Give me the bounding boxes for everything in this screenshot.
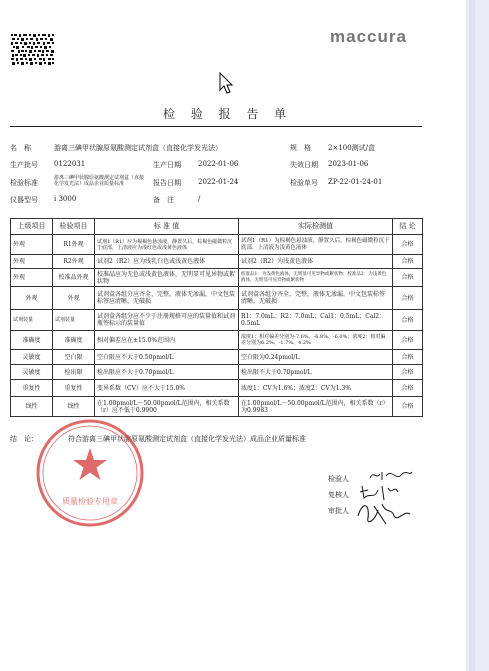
- table-row: [11, 287, 423, 310]
- cell-parent: 准确度: [11, 331, 53, 350]
- cell-standard: 校准品应为无色或浅黄色液体，无明显可见异物或絮状物: [95, 269, 239, 287]
- cell-actual: 在1.00pmol/L～50.00pmol/L范围内，相关系数（r）为0.9983: [239, 397, 393, 417]
- cell-actual: 校准品1：为浅黄色液体，无明显可见异物或絮状物；校准品2：为浅黄色液体，无明显可见异物或絮状物: [239, 269, 393, 287]
- report-title: 检 验 报 告 单: [163, 107, 293, 121]
- cell-parent: 外观: [11, 269, 53, 287]
- expiry-label: 失效日期: [290, 161, 318, 169]
- approver-signature: [352, 496, 414, 528]
- stamp-text: 质量检验专用章: [62, 497, 118, 506]
- cell-actual: 浓度1：相对偏差分别为-7.6%、-6.8%、-6.0%；浓度2：相对偏差分别为6.2%、-1.7%、4.2%: [239, 331, 393, 350]
- cell-parent: 外观: [11, 287, 53, 310]
- cell-item: 试剂装量: [53, 310, 95, 331]
- cell-item: 检出限: [53, 365, 95, 380]
- cell-actual: 检出限不大于0.70pmol/L: [239, 365, 393, 380]
- prod-date-label: 生产日期: [153, 161, 181, 169]
- mouse-pointer-icon: [219, 72, 235, 96]
- prod-date-value: 2022-01-06: [198, 160, 239, 168]
- title-divider: [10, 126, 422, 127]
- cell-item: 重复性: [53, 380, 95, 397]
- cell-standard: 变异系数（CV）应不大于15.0%: [95, 380, 239, 397]
- cell-parent: 外观: [11, 235, 53, 255]
- expiry-value: 2023-01-06: [328, 160, 369, 168]
- quality-inspection-stamp: [35, 418, 145, 528]
- reviewer-label: 复核人: [328, 491, 349, 499]
- conclusion-text: 符合游离三碘甲状腺原氨酸测定试剂盒（直接化学发光法）成品企业质量标准: [68, 435, 306, 443]
- cell-result: 合格: [393, 255, 423, 269]
- table-row: [11, 365, 423, 380]
- inspector-label: 检验人: [328, 475, 349, 483]
- cell-actual: R1：7.0mL；R2：7.0mL；Cal1：0.5mL；Cal2：0.5mL: [239, 310, 393, 331]
- batch-value: 0122031: [54, 160, 86, 168]
- scrollbar[interactable]: [469, 0, 475, 671]
- name-label: 名 称: [10, 144, 31, 152]
- cell-actual: 试剂盒各组分齐全、完整，液体无渗漏，中文包装标签清晰，无破损: [239, 287, 393, 310]
- cell-standard: 试剂2（R2）应为浅乳白色或浅黄色液体: [95, 255, 239, 269]
- conclusion-label: 结 论：: [10, 435, 38, 443]
- batch-label: 生产批号: [10, 161, 38, 169]
- cell-item: 校准品外观: [53, 269, 95, 287]
- instrument-label: 仪器型号: [10, 196, 38, 204]
- cell-standard: 检出限应不大于0.70pmol/L: [95, 365, 239, 380]
- table-row: [11, 310, 423, 331]
- cell-result: 合格: [393, 287, 423, 310]
- cell-actual: 空白限为0.24pmol/L: [239, 350, 393, 365]
- spec-label: 规 格: [290, 144, 311, 152]
- cell-result: 合格: [393, 365, 423, 380]
- cell-result: 合格: [393, 310, 423, 331]
- cell-result: 合格: [393, 380, 423, 397]
- cell-item: R2外观: [53, 255, 95, 269]
- cell-parent: 灵敏度: [11, 350, 53, 365]
- remark-label: 备 注: [153, 196, 174, 204]
- cell-item: 空白限: [53, 350, 95, 365]
- cell-result: 合格: [393, 350, 423, 365]
- cell-result: 合格: [393, 269, 423, 287]
- cell-standard: 相对偏差应在±15.0%范围内: [95, 331, 239, 350]
- table-row: [11, 235, 423, 255]
- remark-value: /: [198, 195, 201, 203]
- cell-standard: 试剂1（R1）应为褐褐色悬浊液，静置久后，棕褐色磁微粒沉于底部，上清液应为浅红色或浅黄色液体: [95, 235, 239, 255]
- cell-item: 外观: [53, 287, 95, 310]
- col-header-actual: 实际检测值: [239, 219, 393, 235]
- cell-standard: 试剂盒各组分应齐全、完整，液体无渗漏，中文包装标签应清晰，无破损: [95, 287, 239, 310]
- report-no-label: 检验单号: [290, 179, 318, 187]
- cell-standard: 空白限应不大于0.50pmol/L: [95, 350, 239, 365]
- cell-item: 线性: [53, 397, 95, 417]
- qr-code-icon: [10, 33, 55, 67]
- standard-value: 游离三碘甲状腺原氨酸测定试剂盒（直接化学发光法）成品企业质量标准: [54, 175, 145, 187]
- col-header-item: 检验项目: [53, 219, 95, 235]
- results-table: [10, 218, 423, 417]
- table-row: [11, 255, 423, 269]
- table-row: [11, 397, 423, 417]
- cell-parent: 重复性: [11, 380, 53, 397]
- spec-value: 2×100测试/盒: [328, 144, 376, 152]
- cell-standard: 试剂盒各组分应不少于注册规格可应的装量值和试剂瓶签标示的装量值: [95, 310, 239, 331]
- table-header-row: [11, 219, 423, 235]
- cell-item: 准确度: [53, 331, 95, 350]
- col-header-parent: 上级项目: [11, 219, 53, 235]
- col-header-result: 结 论: [393, 219, 423, 235]
- cell-result: 合格: [393, 397, 423, 417]
- table-row: [11, 380, 423, 397]
- cell-actual: 试剂1（R1）为棕褐色悬浊液，静置久后，棕褐色磁微粒沉于底部，上清液为浅黄色液体: [239, 235, 393, 255]
- report-date-label: 报告日期: [153, 179, 181, 187]
- cell-parent: 外观: [11, 255, 53, 269]
- instrument-value: i 3000: [54, 195, 77, 203]
- report-no-value: ZP-22-01-24-01: [328, 178, 383, 186]
- cell-parent: 线性: [11, 397, 53, 417]
- cell-actual: 浓度1：CV为1.6%；浓度2：CV为1.3%: [239, 380, 393, 397]
- cell-item: R1外观: [53, 235, 95, 255]
- table-row: [11, 331, 423, 350]
- cell-result: 合格: [393, 331, 423, 350]
- brand-logo: maccura: [330, 27, 407, 46]
- approver-label: 审批人: [328, 507, 349, 515]
- cell-parent: 灵敏度: [11, 365, 53, 380]
- table-row: [11, 350, 423, 365]
- table-row: [11, 269, 423, 287]
- cell-parent: 试剂装量: [11, 310, 53, 331]
- col-header-standard: 标 准 值: [95, 219, 239, 235]
- standard-label: 检验标准: [10, 179, 38, 187]
- cell-result: 合格: [393, 235, 423, 255]
- report-date-value: 2022-01-24: [198, 178, 239, 186]
- cell-standard: 在1.00pmol/L～50.00pmol/L范围内，相关系数（r）应不低于0.9900: [95, 397, 239, 417]
- name-value: 游离三碘甲状腺原氨酸测定试剂盒（直接化学发光法）: [54, 144, 222, 152]
- cell-actual: 试剂2（R2）为浅黄色液体: [239, 255, 393, 269]
